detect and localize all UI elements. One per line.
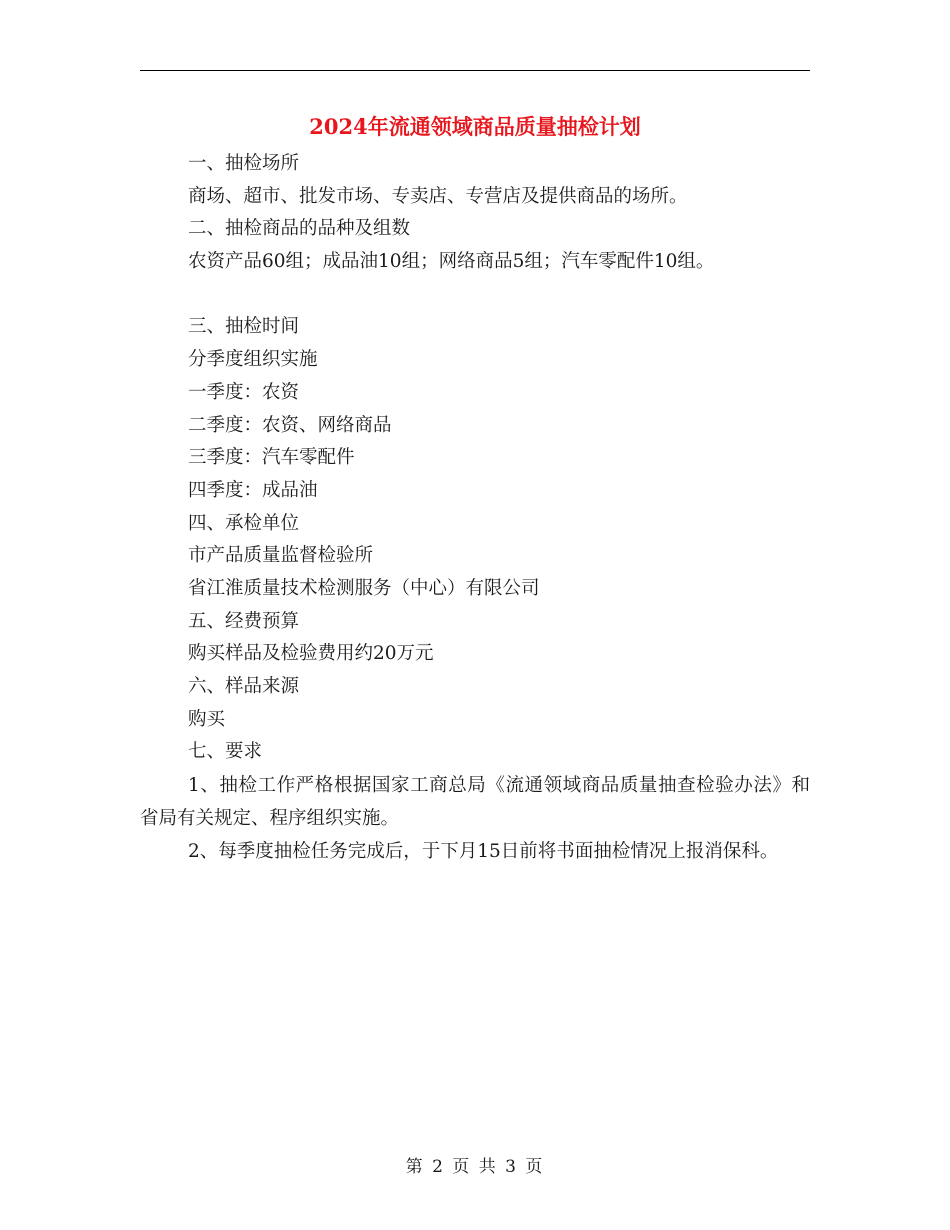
section-line: 一季度：农资 bbox=[188, 381, 300, 403]
document-body bbox=[140, 148, 810, 868]
section-heading: 七、要求 bbox=[188, 741, 263, 763]
document-title: 2024年流通领域商品质量抽检计划 bbox=[309, 114, 641, 139]
section-line: 市产品质量监督检验所 bbox=[188, 545, 374, 567]
section-heading: 二、抽检商品的品种及组数 bbox=[188, 218, 411, 240]
section-line: 购买 bbox=[188, 708, 226, 730]
section-heading: 三、抽检时间 bbox=[188, 316, 300, 338]
section-heading: 一、抽检场所 bbox=[188, 153, 300, 174]
page-number: 第 2 页 共 3 页 bbox=[405, 1157, 545, 1177]
requirement-paragraph: 2、每季度抽检任务完成后，于下月15日前将书面抽检情况上报消保科。 bbox=[188, 841, 779, 863]
header-rule bbox=[140, 70, 810, 71]
section-line: 二季度：农资、网络商品 bbox=[188, 414, 392, 436]
section-line: 分季度组织实施 bbox=[188, 349, 318, 371]
requirement-paragraph: 1、抽检工作严格根据国家工商总局《流通领域商品质量抽查检验办法》和省局有关规定、程序组织实施。 bbox=[140, 775, 810, 830]
section-line: 农资产品60组；成品油10组；网络商品5组；汽车零配件10组。 bbox=[188, 251, 715, 273]
section-heading: 四、承检单位 bbox=[188, 512, 300, 534]
section-line: 购买样品及检验费用约20万元 bbox=[188, 643, 434, 665]
section-heading: 六、样品来源 bbox=[188, 676, 300, 697]
section-line: 四季度：成品油 bbox=[188, 479, 318, 501]
section-line: 三季度：汽车零配件 bbox=[188, 447, 355, 469]
section-heading: 五、经费预算 bbox=[188, 610, 300, 632]
section-line: 商场、超市、批发市场、专卖店、专营店及提供商品的场所。 bbox=[188, 185, 688, 207]
blank-line bbox=[140, 279, 810, 312]
section-line: 省江淮质量技术检测服务（中心）有限公司 bbox=[188, 577, 540, 599]
